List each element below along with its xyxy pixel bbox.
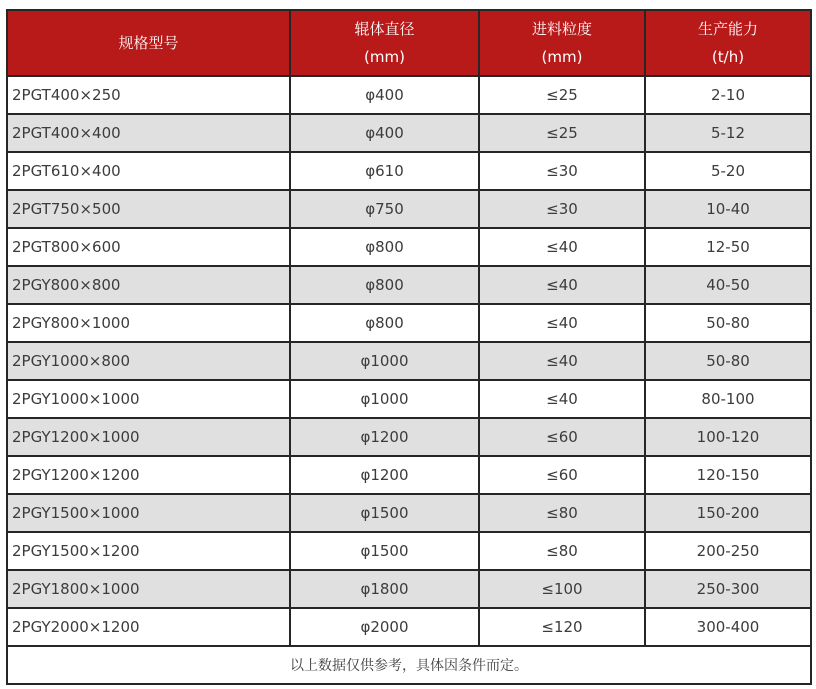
column-header-unit: (t/h): [711, 48, 745, 66]
cell-capacity: 40-50: [645, 266, 811, 304]
spec-table-header: [7, 10, 811, 76]
cell-capacity: 150-200: [645, 494, 811, 532]
cell-capacity: 2-10: [645, 76, 811, 114]
cell-roller-diameter: φ1200: [290, 456, 479, 494]
cell-roller-diameter: φ800: [290, 228, 479, 266]
cell-feed-size: ≤60: [479, 418, 645, 456]
cell-capacity: 12-50: [645, 228, 811, 266]
cell-feed-size: ≤40: [479, 228, 645, 266]
cell-capacity: 100-120: [645, 418, 811, 456]
cell-feed-size: ≤40: [479, 266, 645, 304]
cell-feed-size: ≤120: [479, 608, 645, 646]
cell-roller-diameter: φ2000: [290, 608, 479, 646]
spec-table-footer: [7, 646, 811, 684]
cell-model: 2PGT400×400: [7, 114, 290, 152]
table-row: [7, 380, 811, 418]
cell-model: 2PGY1200×1200: [7, 456, 290, 494]
table-row: [7, 304, 811, 342]
table-row: [7, 532, 811, 570]
spec-table-body: [7, 76, 811, 646]
cell-feed-size: ≤25: [479, 76, 645, 114]
cell-capacity: 250-300: [645, 570, 811, 608]
column-header-unit: (mm): [541, 48, 583, 66]
column-header-roller-diameter: [290, 10, 479, 76]
cell-capacity: 10-40: [645, 190, 811, 228]
cell-model: 2PGT800×600: [7, 228, 290, 266]
cell-roller-diameter: φ610: [290, 152, 479, 190]
cell-capacity: 5-20: [645, 152, 811, 190]
cell-capacity: 5-12: [645, 114, 811, 152]
cell-model: 2PGY1200×1000: [7, 418, 290, 456]
cell-roller-diameter: φ400: [290, 114, 479, 152]
cell-roller-diameter: φ1000: [290, 342, 479, 380]
table-row: [7, 418, 811, 456]
table-row: [7, 190, 811, 228]
table-row: [7, 494, 811, 532]
column-header-label: 进料粒度: [531, 20, 592, 38]
table-row: [7, 76, 811, 114]
table-row: [7, 266, 811, 304]
cell-feed-size: ≤30: [479, 190, 645, 228]
table-row: [7, 342, 811, 380]
column-header-label: 辊体直径: [354, 20, 415, 38]
cell-model: 2PGY1500×1000: [7, 494, 290, 532]
cell-feed-size: ≤100: [479, 570, 645, 608]
column-header-feed-size: [479, 10, 645, 76]
cell-roller-diameter: φ1500: [290, 494, 479, 532]
table-row: [7, 608, 811, 646]
cell-capacity: 120-150: [645, 456, 811, 494]
cell-capacity: 300-400: [645, 608, 811, 646]
cell-model: 2PGT400×250: [7, 76, 290, 114]
cell-roller-diameter: φ1200: [290, 418, 479, 456]
cell-feed-size: ≤40: [479, 342, 645, 380]
cell-capacity: 50-80: [645, 342, 811, 380]
cell-model: 2PGY1500×1200: [7, 532, 290, 570]
cell-feed-size: ≤60: [479, 456, 645, 494]
cell-roller-diameter: φ1500: [290, 532, 479, 570]
table-row: [7, 228, 811, 266]
cell-model: 2PGY1000×800: [7, 342, 290, 380]
cell-model: 2PGT750×500: [7, 190, 290, 228]
cell-model: 2PGT610×400: [7, 152, 290, 190]
cell-model: 2PGY2000×1200: [7, 608, 290, 646]
column-header-label: 生产能力: [697, 20, 758, 38]
column-header-unit: (mm): [364, 48, 405, 66]
table-footnote: 以上数据仅供参考，具体因条件而定。: [7, 646, 811, 684]
cell-model: 2PGY800×1000: [7, 304, 290, 342]
table-row: [7, 570, 811, 608]
cell-roller-diameter: φ750: [290, 190, 479, 228]
cell-roller-diameter: φ400: [290, 76, 479, 114]
table-row: [7, 456, 811, 494]
column-header-capacity: [645, 10, 811, 76]
cell-model: 2PGY800×800: [7, 266, 290, 304]
spec-table: [6, 9, 812, 685]
cell-feed-size: ≤80: [479, 494, 645, 532]
cell-feed-size: ≤25: [479, 114, 645, 152]
column-header-model: [7, 10, 290, 76]
header-row: [7, 10, 811, 76]
cell-feed-size: ≤80: [479, 532, 645, 570]
column-header-label: 规格型号: [118, 34, 179, 52]
spec-table-container: [6, 9, 810, 685]
cell-feed-size: ≤40: [479, 380, 645, 418]
cell-model: 2PGY1800×1000: [7, 570, 290, 608]
cell-roller-diameter: φ1800: [290, 570, 479, 608]
cell-roller-diameter: φ800: [290, 304, 479, 342]
cell-capacity: 200-250: [645, 532, 811, 570]
footnote-row: [7, 646, 811, 684]
cell-model: 2PGY1000×1000: [7, 380, 290, 418]
cell-capacity: 50-80: [645, 304, 811, 342]
cell-roller-diameter: φ1000: [290, 380, 479, 418]
cell-feed-size: ≤30: [479, 152, 645, 190]
cell-capacity: 80-100: [645, 380, 811, 418]
table-row: [7, 152, 811, 190]
cell-feed-size: ≤40: [479, 304, 645, 342]
cell-roller-diameter: φ800: [290, 266, 479, 304]
table-row: [7, 114, 811, 152]
